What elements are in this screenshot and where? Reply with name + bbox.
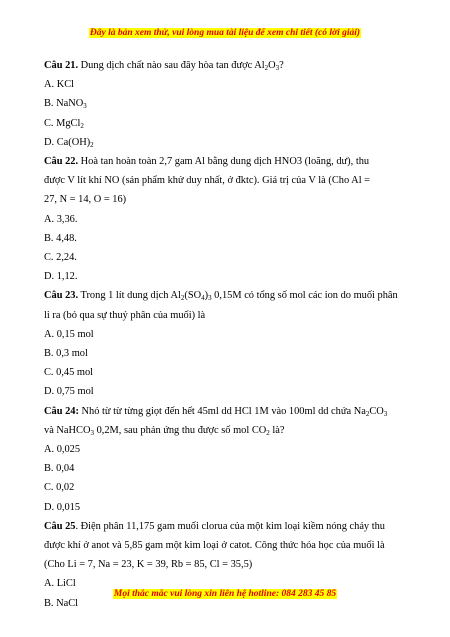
option-d: D. $Ca(OH)_2$ bbox=[44, 136, 94, 149]
header-notice: Đây là bản xem thử, vui lòng mua tài liệu để xem chi tiết (có lời giải) bbox=[89, 28, 361, 38]
option-c: C. MgCl$_2$ bbox=[44, 117, 84, 130]
question-number: Câu 22. bbox=[44, 156, 79, 168]
option-b: B. NaNO$_3$ bbox=[44, 98, 87, 111]
option-c: C. 0,02 bbox=[44, 482, 75, 494]
question-25: Câu 25. Điện phân 11,175 gam muối clorua của một kim loại kiềm nóng chảy thu bbox=[44, 520, 386, 532]
question-24: Câu 24: Nhỏ từ từ từng giọt đến hết 45ml dd HCl 1M vào 100ml dd chứa $Na_2CO_3$ bbox=[44, 405, 388, 418]
option-c: C. 0,45 mol bbox=[44, 367, 94, 379]
option-b: B. 0,04 bbox=[44, 463, 75, 475]
question-list bbox=[44, 56, 416, 613]
option-c: C. 2,24. bbox=[44, 252, 77, 264]
question-number: Câu 21. bbox=[44, 60, 79, 71]
option-d: D. 0,015 bbox=[44, 501, 81, 513]
option-a: A. LiCl bbox=[44, 578, 76, 590]
question-number: Câu 24: bbox=[44, 405, 79, 417]
question-23: Câu 23. Trong 1 lít dung dịch $Al_2(SO_4)_3$ 0,15M có tổng số mol các ion do muối phân bbox=[44, 290, 398, 303]
option-a: A. 3,36. bbox=[44, 213, 78, 225]
question-number: Câu 23. bbox=[44, 290, 79, 302]
option-a: A. KCl bbox=[44, 79, 75, 91]
question-number: Câu 25 bbox=[44, 520, 76, 532]
option-b: B. NaCl bbox=[44, 597, 79, 609]
option-d: D. 1,12. bbox=[44, 271, 78, 283]
question-text-line: và NaHCO$_3$ 0,2M, sau phản ứng thu được số mol $CO_2$ là? bbox=[44, 424, 285, 437]
question-text-line: được V lít khí NO (sản phẩm khử duy nhất, ở đktc). Giá trị của V là (Cho Al = bbox=[44, 175, 371, 187]
option-a: A. 0,025 bbox=[44, 444, 81, 456]
option-b: B. 4,48. bbox=[44, 232, 77, 244]
question-text-line: li ra (bỏ qua sự thuỷ phân của muối) là bbox=[44, 309, 206, 321]
question-21: Câu 21. Dung dịch chất nào sau đây hòa tan được $Al_2O_3$? bbox=[44, 60, 284, 72]
question-text-line: được khí ở anot và 5,85 gam một kim loại ở catot. Công thức hóa học của muối là bbox=[44, 540, 385, 552]
question-22: Câu 22. Hoà tan hoàn toàn 2,7 gam Al bằng dung dịch HNO3 (loãng, dư), thu bbox=[44, 156, 370, 168]
question-text-line: 27, N = 14, O = 16) bbox=[44, 194, 127, 206]
option-b: B. 0,3 mol bbox=[44, 348, 88, 360]
option-d: D. 0,75 mol bbox=[44, 386, 94, 398]
footer-notice: Mọi thắc mắc vui lòng xin liên hệ hotline: 084 283 45 85 bbox=[113, 589, 337, 599]
question-text-line: (Cho Li = 7, Na = 23, K = 39, Rb = 85, Cl = 35,5) bbox=[44, 559, 253, 571]
option-a: A. 0,15 mol bbox=[44, 328, 94, 340]
